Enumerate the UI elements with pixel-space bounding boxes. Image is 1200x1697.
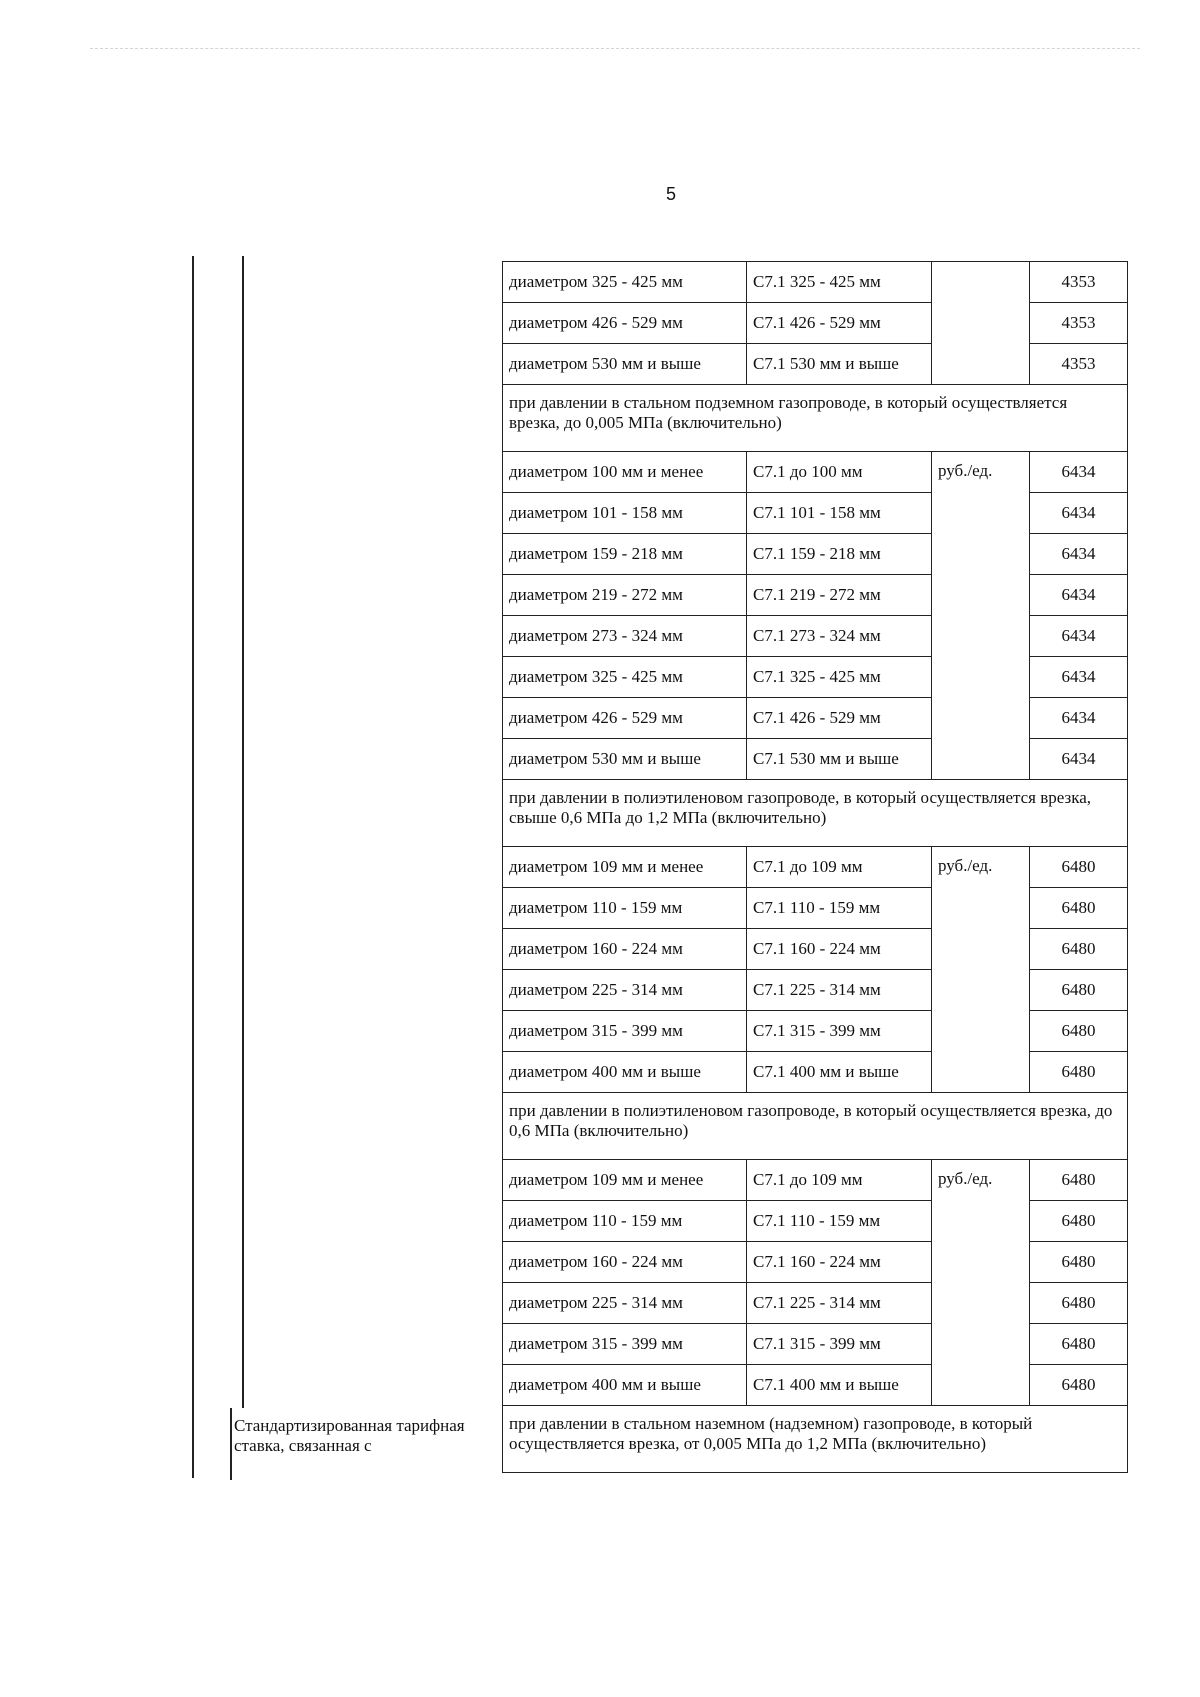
code-cell: С7.1 530 мм и выше [747, 344, 932, 385]
table-row [503, 847, 1128, 888]
diameter-cell: диаметром 426 - 529 мм [503, 303, 747, 344]
code-cell: С7.1 до 100 мм [747, 452, 932, 493]
unit-cell: руб./ед. [932, 847, 1030, 1093]
diameter-cell: диаметром 273 - 324 мм [503, 616, 747, 657]
table-row [503, 929, 1128, 970]
table-row [503, 616, 1128, 657]
table-row [503, 657, 1128, 698]
code-cell: С7.1 до 109 мм [747, 1160, 932, 1201]
value-cell: 6480 [1030, 1283, 1128, 1324]
table-row [503, 1324, 1128, 1365]
value-cell: 6434 [1030, 452, 1128, 493]
diameter-cell: диаметром 225 - 314 мм [503, 970, 747, 1011]
value-cell: 4353 [1030, 344, 1128, 385]
table-row [503, 1242, 1128, 1283]
diameter-cell: диаметром 100 мм и менее [503, 452, 747, 493]
value-cell: 4353 [1030, 262, 1128, 303]
value-cell: 6480 [1030, 1324, 1128, 1365]
value-cell: 6434 [1030, 575, 1128, 616]
code-cell: С7.1 159 - 218 мм [747, 534, 932, 575]
table-row [503, 575, 1128, 616]
table-row [503, 303, 1128, 344]
code-cell: С7.1 325 - 425 мм [747, 262, 932, 303]
value-cell: 6434 [1030, 657, 1128, 698]
table-row [503, 534, 1128, 575]
page-number: 5 [665, 184, 676, 204]
scan-artifact-line [90, 48, 1140, 49]
label-column-rule [230, 1408, 232, 1480]
diameter-cell: диаметром 400 мм и выше [503, 1052, 747, 1093]
code-cell: С7.1 273 - 324 мм [747, 616, 932, 657]
code-cell: С7.1 219 - 272 мм [747, 575, 932, 616]
section-header-row [503, 1406, 1128, 1473]
diameter-cell: диаметром 160 - 224 мм [503, 1242, 747, 1283]
value-cell: 6434 [1030, 698, 1128, 739]
table-row [503, 1011, 1128, 1052]
section-header: при давлении в полиэтиленовом газопроводе, в который осуществляется врезка, свыше 0,6 МПа до 1,2 МПа (включительно) [503, 780, 1128, 847]
diameter-cell: диаметром 159 - 218 мм [503, 534, 747, 575]
code-cell: С7.1 426 - 529 мм [747, 303, 932, 344]
code-cell: С7.1 225 - 314 мм [747, 970, 932, 1011]
diameter-cell: диаметром 109 мм и менее [503, 1160, 747, 1201]
value-cell: 4353 [1030, 303, 1128, 344]
diameter-cell: диаметром 160 - 224 мм [503, 929, 747, 970]
diameter-cell: диаметром 101 - 158 мм [503, 493, 747, 534]
section-header-row [503, 780, 1128, 847]
code-cell: С7.1 315 - 399 мм [747, 1011, 932, 1052]
diameter-cell: диаметром 426 - 529 мм [503, 698, 747, 739]
diameter-cell: диаметром 110 - 159 мм [503, 888, 747, 929]
value-cell: 6480 [1030, 929, 1128, 970]
table-row [503, 739, 1128, 780]
tariff-table [502, 261, 1128, 1473]
code-cell: С7.1 325 - 425 мм [747, 657, 932, 698]
diameter-cell: диаметром 219 - 272 мм [503, 575, 747, 616]
value-cell: 6480 [1030, 970, 1128, 1011]
value-cell: 6480 [1030, 888, 1128, 929]
table-row [503, 1052, 1128, 1093]
value-cell: 6480 [1030, 1052, 1128, 1093]
diameter-cell: диаметром 109 мм и менее [503, 847, 747, 888]
diameter-cell: диаметром 225 - 314 мм [503, 1283, 747, 1324]
value-cell: 6480 [1030, 847, 1128, 888]
left-outer-rule [192, 256, 194, 1478]
value-cell: 6480 [1030, 1011, 1128, 1052]
section-header: при давлении в стальном подземном газопроводе, в который осуществляется врезка, до 0,005 МПа (включительно) [503, 385, 1128, 452]
table-row [503, 888, 1128, 929]
table-row [503, 344, 1128, 385]
value-cell: 6434 [1030, 739, 1128, 780]
table-row [503, 1283, 1128, 1324]
diameter-cell: диаметром 400 мм и выше [503, 1365, 747, 1406]
diameter-cell: диаметром 315 - 399 мм [503, 1324, 747, 1365]
left-inner-rule [242, 256, 244, 1408]
code-cell: С7.1 315 - 399 мм [747, 1324, 932, 1365]
diameter-cell: диаметром 315 - 399 мм [503, 1011, 747, 1052]
code-cell: С7.1 160 - 224 мм [747, 929, 932, 970]
unit-cell-empty [932, 262, 1030, 385]
code-cell: С7.1 400 мм и выше [747, 1365, 932, 1406]
section-header-row [503, 1093, 1128, 1160]
code-cell: С7.1 530 мм и выше [747, 739, 932, 780]
unit-cell: руб./ед. [932, 1160, 1030, 1406]
standard-tariff-label: Стандартизированная тарифная ставка, связанная с [234, 1416, 465, 1455]
code-cell: С7.1 225 - 314 мм [747, 1283, 932, 1324]
table-row [503, 698, 1128, 739]
code-cell: С7.1 426 - 529 мм [747, 698, 932, 739]
value-cell: 6434 [1030, 493, 1128, 534]
diameter-cell: диаметром 110 - 159 мм [503, 1201, 747, 1242]
table-row [503, 493, 1128, 534]
value-cell: 6434 [1030, 616, 1128, 657]
value-cell: 6480 [1030, 1160, 1128, 1201]
value-cell: 6480 [1030, 1242, 1128, 1283]
value-cell: 6434 [1030, 534, 1128, 575]
section-header-row [503, 385, 1128, 452]
code-cell: С7.1 400 мм и выше [747, 1052, 932, 1093]
diameter-cell: диаметром 530 мм и выше [503, 739, 747, 780]
table-row [503, 1160, 1128, 1201]
value-cell: 6480 [1030, 1201, 1128, 1242]
table-row [503, 262, 1128, 303]
code-cell: С7.1 160 - 224 мм [747, 1242, 932, 1283]
table-row [503, 970, 1128, 1011]
table-row [503, 1365, 1128, 1406]
code-cell: С7.1 110 - 159 мм [747, 888, 932, 929]
code-cell: С7.1 110 - 159 мм [747, 1201, 932, 1242]
final-section-header: при давлении в стальном наземном (надземном) газопроводе, в который осуществляется врезка, от 0,005 МПа до 1,2 МПа (включительно) [503, 1406, 1128, 1473]
diameter-cell: диаметром 530 мм и выше [503, 344, 747, 385]
table-row [503, 452, 1128, 493]
unit-cell: руб./ед. [932, 452, 1030, 780]
code-cell: С7.1 до 109 мм [747, 847, 932, 888]
section-header: при давлении в полиэтиленовом газопроводе, в который осуществляется врезка, до 0,6 МПа (включительно) [503, 1093, 1128, 1160]
value-cell: 6480 [1030, 1365, 1128, 1406]
code-cell: С7.1 101 - 158 мм [747, 493, 932, 534]
diameter-cell: диаметром 325 - 425 мм [503, 657, 747, 698]
diameter-cell: диаметром 325 - 425 мм [503, 262, 747, 303]
table-row [503, 1201, 1128, 1242]
